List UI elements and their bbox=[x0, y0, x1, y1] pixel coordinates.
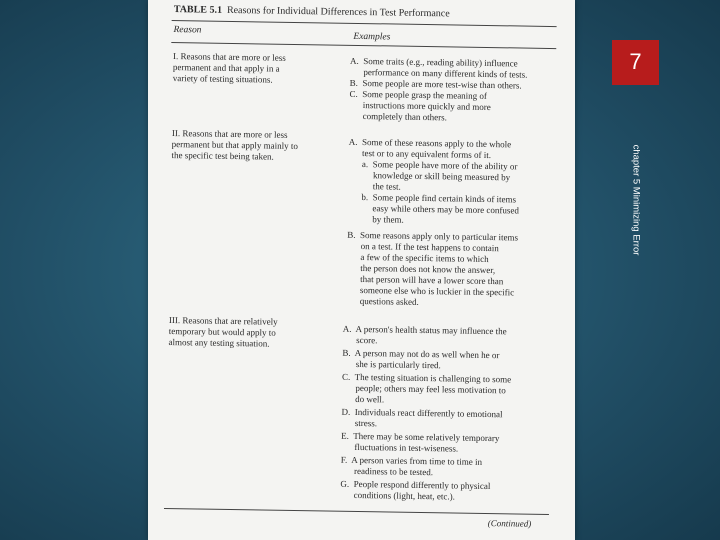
example-line: knowledge or skill being measured by bbox=[348, 169, 511, 183]
example-line: A. Some of these reasons apply to the whole bbox=[348, 136, 512, 150]
example-line: stress. bbox=[341, 417, 378, 429]
example-line: A. Some traits (e.g., reading ability) influence bbox=[349, 55, 518, 69]
reason-line: permanent and that apply in a bbox=[172, 62, 280, 74]
example-line: G. People respond differently to physical bbox=[340, 478, 491, 492]
reason-line: III. Reasons that are relatively bbox=[168, 315, 278, 327]
example-line: b. Some people find certain kinds of items bbox=[347, 191, 517, 205]
example-line: performance on many different kinds of tests. bbox=[349, 66, 528, 80]
example-line: test or to any equivalent forms of it. bbox=[348, 147, 492, 161]
example-line: the person does not know the answer, bbox=[346, 262, 496, 276]
example-line: fluctuations in test-wiseness. bbox=[340, 441, 459, 454]
reason-line: temporary but would apply to bbox=[168, 326, 276, 338]
example-line: a. Some people have more of the ability or bbox=[348, 158, 518, 172]
reason-line: almost any testing situation. bbox=[168, 337, 270, 349]
example-line: by them. bbox=[347, 213, 404, 225]
example-line: a few of the specific items to which bbox=[346, 251, 489, 265]
page-number: 7 bbox=[629, 49, 642, 74]
top-rule bbox=[172, 20, 557, 27]
example-line: the test. bbox=[348, 180, 401, 192]
table-5-1 bbox=[148, 0, 575, 540]
example-line: questions asked. bbox=[346, 295, 419, 307]
example-line: B. Some reasons apply only to particular items bbox=[347, 229, 519, 243]
example-line: someone else who is luckier in the specific bbox=[346, 284, 515, 298]
example-line: she is particularly tired. bbox=[342, 358, 441, 371]
example-line: on a test. If the test happens to contain bbox=[347, 240, 499, 254]
example-line: C. The testing situation is challenging to some bbox=[342, 371, 512, 385]
column-header-reason: Reason bbox=[173, 25, 202, 36]
example-line: F. A person varies from time to time in bbox=[340, 454, 483, 467]
reason-line: I. Reasons that are more or less bbox=[173, 51, 286, 63]
scanned-textbook-page bbox=[148, 0, 575, 540]
example-line: readiness to be tested. bbox=[340, 465, 434, 478]
chapter-label: chapter 5 Minimizing Error bbox=[630, 144, 642, 256]
reason-line: II. Reasons that are more or less bbox=[171, 128, 288, 140]
example-line: E. There may be some relatively temporary bbox=[341, 430, 500, 444]
example-line: easy while others may be more confused bbox=[347, 202, 519, 216]
example-line: score. bbox=[342, 334, 378, 346]
reason-line: permanent but that apply mainly to bbox=[171, 139, 299, 152]
example-line: B. Some people are more test-wise than others. bbox=[349, 77, 522, 91]
reason-line: variety of testing situations. bbox=[172, 73, 273, 85]
reason-line: the specific test being taken. bbox=[171, 150, 274, 162]
example-line: A. A person's health status may influence the bbox=[342, 323, 507, 337]
example-line: completely than others. bbox=[349, 110, 447, 123]
example-line: that person will have a lower score than bbox=[346, 273, 504, 287]
example-line: instructions more quickly and more bbox=[349, 99, 491, 113]
example-line: do well. bbox=[341, 393, 385, 405]
example-line: D. Individuals react differently to emotional bbox=[341, 406, 503, 420]
continued-note: (Continued) bbox=[487, 518, 532, 529]
example-line: C. Some people grasp the meaning of bbox=[349, 88, 488, 101]
table-title: TABLE 5.1 Reasons for Individual Differences in Test Performance bbox=[173, 4, 450, 20]
bottom-rule bbox=[164, 508, 549, 515]
example-line: B. A person may not do as well when he or bbox=[342, 347, 500, 361]
header-rule bbox=[171, 42, 556, 49]
column-header-examples: Examples bbox=[353, 31, 391, 43]
example-line: people; others may feel less motivation to bbox=[341, 382, 506, 396]
example-line: conditions (light, heat, etc.). bbox=[340, 489, 456, 502]
